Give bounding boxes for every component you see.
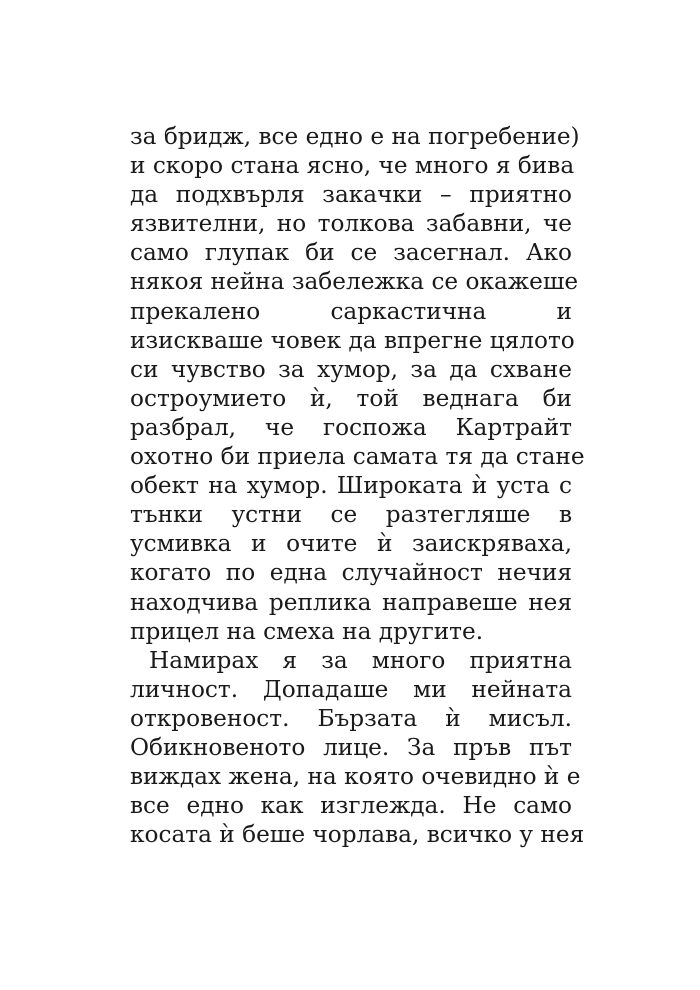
text-line: прицел на смеха на другите. [130,617,484,645]
text-line: охотно би приела самата тя да стане [130,443,585,471]
text-line: да подхвърля закачки – приятно [130,181,572,209]
text-line: Обикновеното лице. За пръв път [130,733,572,761]
text-line: остроумието ѝ, той веднага би [130,384,572,412]
text-line: само глупак би се засегнал. Ако [130,239,572,267]
text-line: разбрал, че госпожа Картрайт [130,413,572,441]
text-line: личност. Допадаше ми нейната [130,675,572,703]
text-line: и скоро стана ясно, че много я бива [130,152,575,180]
text-line: обект на хумор. Широката ѝ уста с [130,472,572,500]
text-line: изискваше човек да впрегне цялото [130,326,575,354]
text-line: откровеност. Бързата ѝ мисъл. [130,704,572,732]
text-line: Намирах я за много приятна [149,646,572,674]
text-line: си чувство за хумор, за да схване [130,355,572,383]
text-line: находчива реплика направеше нея [130,588,572,616]
paragraph-2 [130,646,585,850]
text-line: язвителни, но толкова забавни, че [130,210,572,238]
text-line: все едно как изглежда. Не само [130,792,572,820]
text-line: за бридж, все едно е на погребение) [130,123,580,150]
text-line: когато по една случайност нечия [130,559,572,587]
text-line: усмивка и очите ѝ заискряваха, [130,530,572,558]
text-line: тънки устни се разтегляше в [130,501,572,529]
paragraph-1 [130,122,585,646]
body-text [130,122,585,849]
text-line: прекалено саркастична и [130,297,572,325]
text-line: косата ѝ беше чорлава, всичко у нея [130,821,585,849]
text-line: виждах жена, на която очевидно ѝ е [130,763,581,791]
text-line: някоя нейна забележка се окажеше [130,268,579,296]
